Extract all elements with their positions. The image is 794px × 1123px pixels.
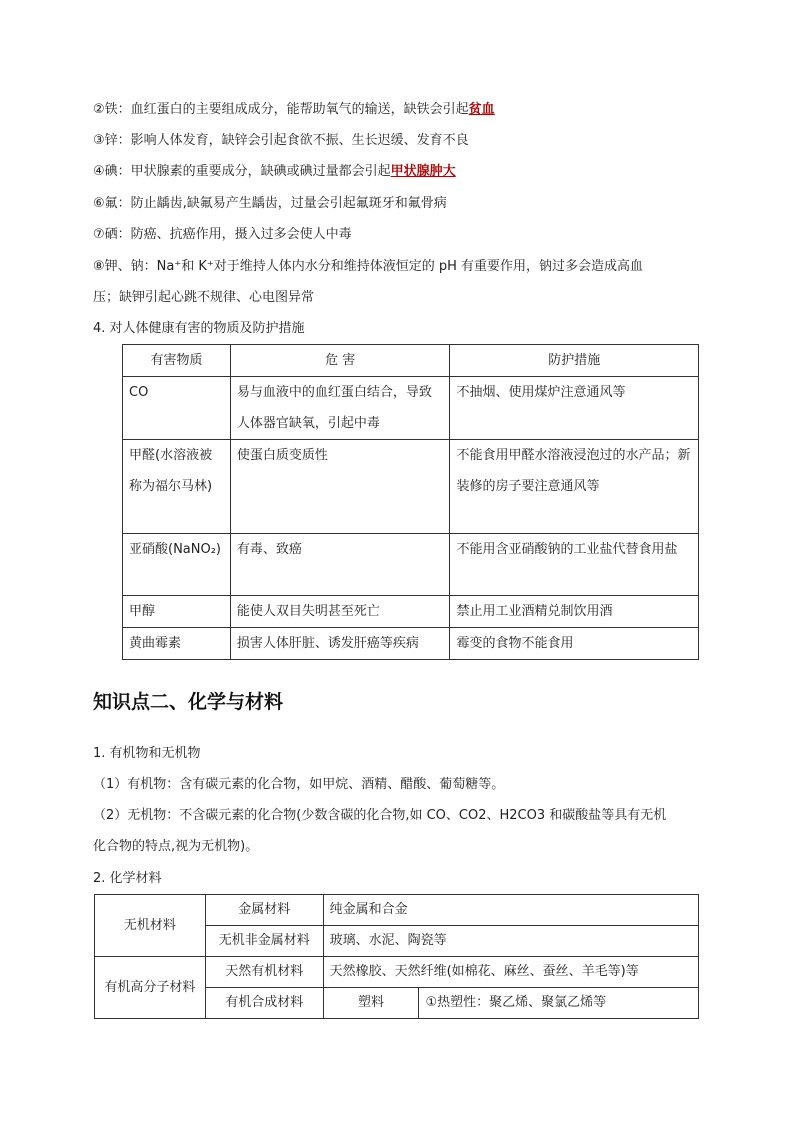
potassium-sodium-line: ⑧钾、钠：Na⁺和 K⁺对于维持人体内水分和维持体液恒定的 pH 有重要作用，钠过多会造成高血 bbox=[93, 259, 644, 274]
table-row bbox=[95, 957, 699, 988]
substance-cell: 亚硝酸(NaNO₂) bbox=[123, 534, 231, 596]
inorganic-cell: 无机材料 bbox=[95, 895, 206, 957]
plastic-cell: 塑料 bbox=[323, 988, 419, 1019]
harm-cell: 易与血液中的血红蛋白结合，导致人体器官缺氧，引起中毒 bbox=[230, 377, 450, 440]
substance-cell: 甲醛(水溶液被称为福尔马林) bbox=[123, 440, 231, 534]
selenium-line: ⑦硒：防癌、抗癌作用，摄入过多会使人中毒 bbox=[93, 227, 352, 242]
section4-title: 4. 对人体健康有害的物质及防护措施 bbox=[93, 321, 305, 336]
organic-item1: （1）有机物：含有碳元素的化合物，如甲烷、酒精、醋酸、葡萄糖等。 bbox=[93, 777, 505, 792]
iodine-line: ④碘：甲状腺素的重要成分，缺碘或碘过量都会引起甲状腺肿大 bbox=[93, 164, 456, 179]
anemia-highlight: 贫血 bbox=[468, 102, 495, 117]
header-protection: 防护措施 bbox=[450, 345, 699, 377]
goiter-highlight: 甲状腺肿大 bbox=[390, 164, 456, 179]
knowledge2-heading: 知识点二、化学与材料 bbox=[93, 691, 284, 713]
table-row bbox=[123, 596, 699, 628]
protection-cell: 不抽烟、使用煤炉注意通风等 bbox=[450, 377, 699, 440]
nonmetal-cell: 无机非金属材料 bbox=[205, 926, 323, 957]
organic-item2-line1: （2）无机物：不含碳元素的化合物(少数含碳的化合物,如 CO、CO2、H2CO3 和碳酸盐等具有无机 bbox=[93, 808, 667, 823]
protection-cell: 不能食用甲醛水溶液浸泡过的水产品；新装修的房子要注意通风等 bbox=[450, 440, 699, 534]
table-row bbox=[123, 440, 699, 534]
harm-cell: 有毒、致癌 bbox=[230, 534, 450, 596]
protection-cell: 禁止用工业酒精兑制饮用酒 bbox=[450, 596, 699, 628]
materials-table bbox=[94, 894, 699, 1019]
table-row bbox=[123, 377, 699, 440]
table-row bbox=[123, 628, 699, 660]
protection-cell: 霉变的食物不能食用 bbox=[450, 628, 699, 660]
organic-item2-line2: 化合物的特点,视为无机物)。 bbox=[93, 839, 259, 854]
zinc-line: ③锌：影响人体发育，缺锌会引起食欲不振、生长迟缓、发育不良 bbox=[93, 133, 469, 148]
header-substance: 有害物质 bbox=[123, 345, 231, 377]
natural-desc-cell: 天然橡胶、天然纤维(如棉花、麻丝、蚕丝、羊毛等)等 bbox=[323, 957, 698, 988]
table-row bbox=[123, 534, 699, 596]
fluorine-line: ⑥氟：防止龋齿,缺氟易产生龋齿，过量会引起氟斑牙和氟骨病 bbox=[93, 196, 447, 211]
nonmetal-desc-cell: 玻璃、水泥、陶瓷等 bbox=[323, 926, 698, 957]
polymer-cell: 有机高分子材料 bbox=[95, 957, 206, 1019]
protection-cell: 不能用含亚硝酸钠的工业盐代替食用盐 bbox=[450, 534, 699, 596]
potassium-sodium-line-2: 压；缺钾引起心跳不规律、心电图异常 bbox=[93, 290, 315, 305]
synthetic-cell: 有机合成材料 bbox=[205, 988, 323, 1019]
header-harm: 危 害 bbox=[230, 345, 450, 377]
harm-cell: 使蛋白质变质性 bbox=[230, 440, 450, 534]
table-header-row bbox=[123, 345, 699, 377]
substance-cell: 甲醇 bbox=[123, 596, 231, 628]
plastic-desc-cell: ①热塑性：聚乙烯、聚氯乙烯等 bbox=[419, 988, 699, 1019]
harmful-substances-table bbox=[122, 344, 699, 660]
iron-line: ②铁：血红蛋白的主要组成成分，能帮助氧气的输送，缺铁会引起贫血 bbox=[93, 102, 495, 117]
substance-cell: 黄曲霉素 bbox=[123, 628, 231, 660]
natural-cell: 天然有机材料 bbox=[205, 957, 323, 988]
substance-cell: CO bbox=[123, 377, 231, 440]
harm-cell: 损害人体肝脏、诱发肝癌等疾病 bbox=[230, 628, 450, 660]
metal-desc-cell: 纯金属和合金 bbox=[323, 895, 698, 926]
materials-title: 2. 化学材料 bbox=[93, 871, 162, 886]
harm-cell: 能使人双目失明甚至死亡 bbox=[230, 596, 450, 628]
table-row bbox=[95, 895, 699, 926]
organic-title: 1. 有机物和无机物 bbox=[93, 746, 201, 761]
metal-cell: 金属材料 bbox=[205, 895, 323, 926]
